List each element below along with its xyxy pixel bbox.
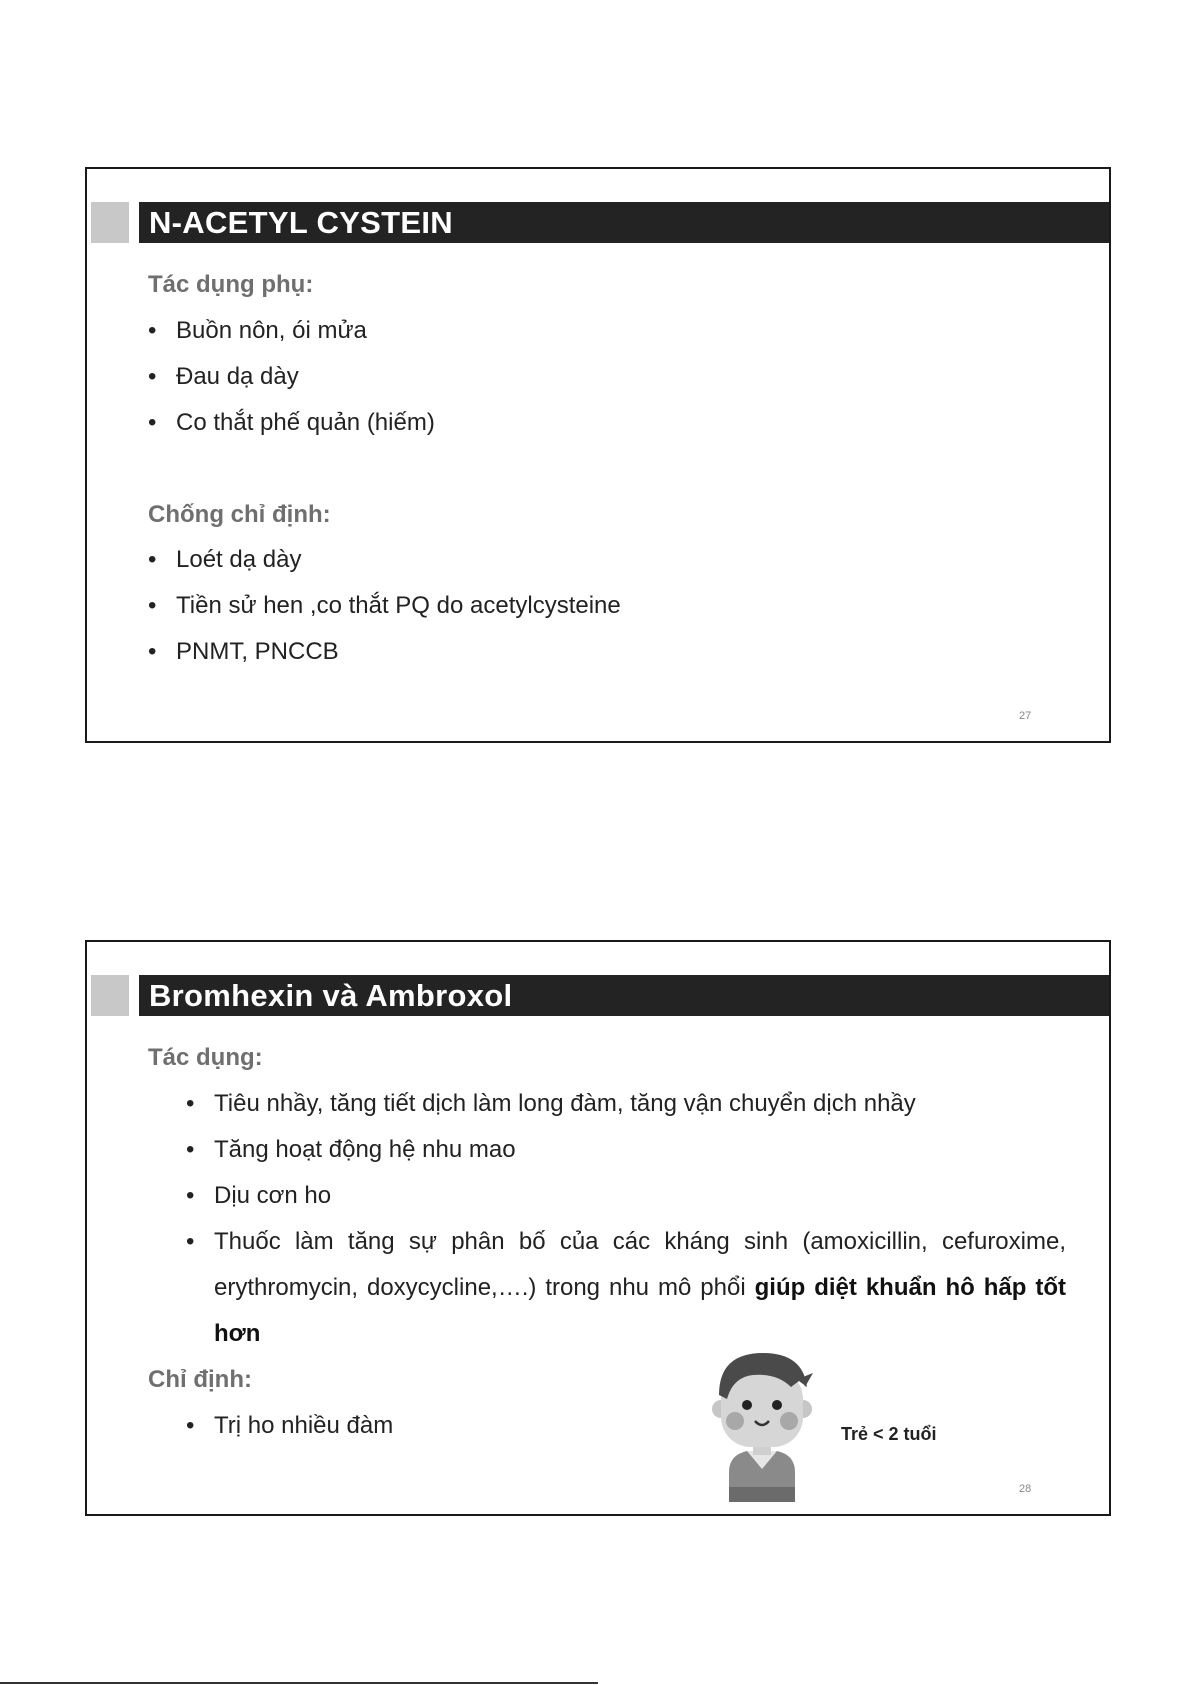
- bullet-icon: •: [186, 1228, 195, 1255]
- title-accent-block: [91, 202, 129, 243]
- child-cheek-left: [726, 1412, 744, 1430]
- slide-title: Bromhexin và Ambroxol: [139, 975, 1109, 1016]
- footer-divider: [0, 1682, 598, 1684]
- child-eye-left: [742, 1400, 752, 1410]
- page-number: 28: [1019, 1483, 1032, 1495]
- bullet-icon: •: [186, 1182, 195, 1209]
- child-eye-right: [772, 1400, 782, 1410]
- contraindication-heading: Chống chỉ định:: [148, 501, 331, 528]
- bullet-icon: •: [186, 1412, 195, 1439]
- slide-title: N-ACETYL CYSTEIN: [139, 202, 1109, 243]
- bullet-icon: •: [148, 638, 157, 665]
- bullet-icon: •: [148, 546, 157, 573]
- bullet-icon: •: [186, 1136, 195, 1163]
- side-effects-heading: Tác dụng phụ:: [148, 271, 314, 298]
- bullet-icon: •: [148, 317, 157, 344]
- bullet-icon: •: [148, 592, 157, 619]
- slide-27: N-ACETYL CYSTEIN Tác dụng phụ: • Buồn nôn, ói mửa • Đau dạ dày • Co thắt phế quản (hiếm) Chống chỉ định: • Loét dạ dày • Tiền sử hen ,co thắt PQ do acetylcysteine • PNMT, PNCCB 27: [85, 167, 1111, 743]
- illustration-caption: Trẻ < 2 tuổi: [841, 1424, 937, 1444]
- emphasis-text: giúp diệt khuẩn hô hấp tốt hơn: [214, 1274, 1067, 1347]
- bullet-icon: •: [186, 1090, 195, 1117]
- child-shirt-band: [729, 1487, 795, 1502]
- indication-heading: Chỉ định:: [148, 1366, 252, 1393]
- slide-28: Bromhexin và Ambroxol Tác dụng: • Tiêu nhầy, tăng tiết dịch làm long đàm, tăng vận chuyển dịch nhầy • Tăng hoạt động hệ nhu mao • Dịu cơn ho • Thuốc làm tăng sự phân bố của các kháng sinh (amoxicillin, cefuroxime, erythromycin, doxycycline,….) trong nhu mô phổi giúp diệt khuẩn hô hấp tốt hơn Chỉ định: • Trị ho nhiều đàm Trẻ < 2 tuổi 28: [85, 940, 1111, 1516]
- bullet-icon: •: [148, 363, 157, 390]
- effects-heading: Tác dụng:: [148, 1044, 263, 1071]
- child-illustration: [707, 1347, 817, 1502]
- title-accent-block: [91, 975, 129, 1016]
- page-number: 27: [1019, 710, 1032, 722]
- bullet-icon: •: [148, 409, 157, 436]
- child-cheek-right: [780, 1412, 798, 1430]
